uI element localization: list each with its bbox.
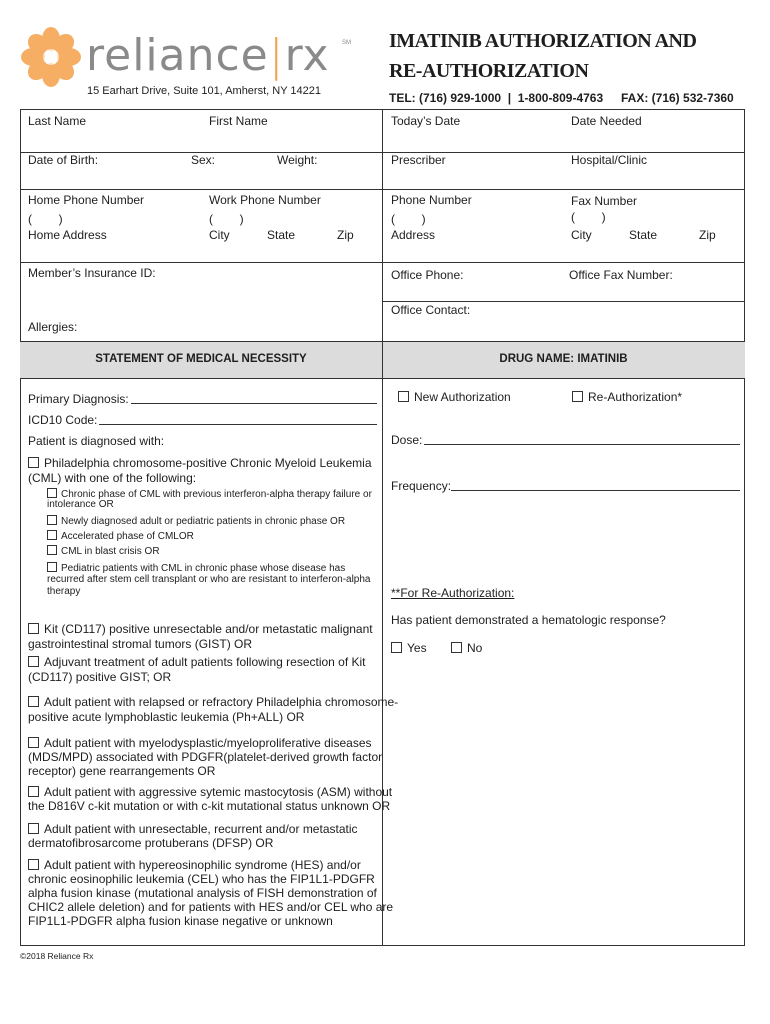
checkbox[interactable] [451, 642, 462, 653]
checkbox[interactable] [28, 696, 39, 707]
state-field[interactable]: State [267, 228, 296, 242]
new-authorization-option[interactable] [398, 390, 511, 404]
option-text: Pediatric patients with CML in chronic phase whose disease has [61, 563, 346, 574]
logo [20, 26, 365, 90]
no-option[interactable] [451, 641, 482, 655]
divider [20, 262, 382, 263]
option-text: Adult patient with myelodysplastic/myeloproliferative diseases [44, 736, 372, 750]
divider [20, 189, 382, 190]
statement-header: STATEMENT OF MEDICAL NECESSITY [95, 353, 307, 365]
sex-field[interactable]: Sex: [191, 153, 216, 167]
frequency-input[interactable] [451, 490, 740, 491]
option-hes-cel[interactable] [28, 858, 361, 872]
todays-date-field[interactable]: Today’s Date [391, 114, 461, 128]
divider [382, 189, 745, 190]
option-text: Accelerated phase of CMLOR [61, 531, 194, 542]
option-text: recurred after stem cell transplant or who are resistant to interferon-alpha [47, 574, 371, 585]
phone-numbers: TEL: (716) 929-1000 | 1-800-809-4763 [389, 91, 604, 105]
sub-option-accelerated[interactable] [47, 530, 194, 543]
prescriber-fax-area: ( ) [571, 210, 606, 224]
prescriber-city-field[interactable]: City [571, 228, 592, 242]
option-text: gastrointestinal stromal tumors (GIST) OR [28, 637, 253, 651]
option-text: (CML) with one of the following: [28, 471, 197, 485]
prescriber-phone-area: ( ) [391, 212, 426, 226]
primary-diagnosis-input[interactable] [131, 403, 377, 404]
sub-option-newly-diagnosed[interactable] [47, 515, 345, 528]
option-text: the D816V c-kit mutation or with c-kit mutational status unknown OR [28, 799, 391, 813]
insurance-id-field[interactable]: Member’s Insurance ID: [28, 266, 156, 280]
option-text: Chronic phase of CML with previous interferon-alpha therapy failure or [61, 489, 372, 500]
reauth-heading: **For Re-Authorization: [391, 586, 515, 600]
office-phone-field[interactable]: Office Phone: [391, 268, 464, 282]
weight-field[interactable]: Weight: [277, 153, 318, 167]
form-title-line1: IMATINIB AUTHORIZATION AND [389, 30, 697, 52]
checkbox[interactable] [28, 859, 39, 870]
brand-separator: | [268, 30, 285, 81]
checkbox[interactable] [47, 530, 57, 540]
option-text: No [467, 641, 483, 655]
option-text: Philadelphia chromosome-positive Chronic Myeloid Leukemia [44, 456, 372, 470]
checkbox[interactable] [47, 562, 57, 572]
option-text: Adult patient with hypereosinophilic syndrome (HES) and/or [44, 858, 361, 872]
prescriber-fax-field[interactable]: Fax Number [571, 194, 638, 208]
option-text: CML in blast crisis OR [61, 546, 160, 557]
option-mds-mpd[interactable] [28, 736, 372, 750]
option-adjuvant[interactable] [28, 655, 366, 669]
date-needed-field[interactable]: Date Needed [571, 114, 642, 128]
home-phone-field[interactable]: Home Phone Number [28, 193, 145, 207]
last-name-field[interactable]: Last Name [28, 114, 87, 128]
prescriber-state-field[interactable]: State [629, 228, 658, 242]
divider [382, 262, 745, 263]
checkbox[interactable] [28, 823, 39, 834]
checkbox[interactable] [398, 391, 409, 402]
option-text: New Authorization [414, 390, 511, 404]
brand-reliance: reliance [86, 30, 269, 81]
option-text: Adult patient with relapsed or refractory Philadelphia chromosome- [44, 695, 399, 709]
prescriber-zip-field[interactable]: Zip [699, 228, 716, 242]
home-phone-area: ( ) [28, 212, 63, 226]
checkbox[interactable] [28, 623, 39, 634]
zip-field[interactable]: Zip [337, 228, 354, 242]
option-text: alpha fusion kinase (mutational analysis of FISH demonstration of [28, 886, 377, 900]
option-cml[interactable] [28, 456, 372, 470]
city-field[interactable]: City [209, 228, 230, 242]
option-asm[interactable] [28, 785, 392, 799]
option-text: Adult patient with aggressive sytemic mastocytosis (ASM) without [44, 785, 393, 799]
brand-service-mark: SM [342, 40, 351, 46]
option-text: intolerance OR [47, 499, 114, 510]
hospital-clinic-field[interactable]: Hospital/Clinic [571, 153, 648, 167]
dose-input[interactable] [424, 444, 740, 445]
option-text: dermatofibrosarcome protuberans (DFSP) OR [28, 836, 274, 850]
prescriber-phone-field[interactable]: Phone Number [391, 193, 472, 207]
work-phone-area: ( ) [209, 212, 244, 226]
office-contact-field[interactable]: Office Contact: [391, 303, 471, 317]
option-text: Adult patient with unresectable, recurrent and/or metastatic [44, 822, 358, 836]
sub-option-blast-crisis[interactable] [47, 545, 160, 558]
checkbox[interactable] [47, 545, 57, 555]
option-text: (CD117) positive GIST; OR [28, 670, 172, 684]
option-text: CHIC2 allele deletion) and for patients with HES and/or CEL who are [28, 900, 394, 914]
re-authorization-option[interactable] [572, 390, 682, 404]
option-dfsp[interactable] [28, 822, 358, 836]
prescriber-field[interactable]: Prescriber [391, 153, 446, 167]
checkbox[interactable] [28, 656, 39, 667]
first-name-field[interactable]: First Name [209, 114, 268, 128]
option-text: Newly diagnosed adult or pediatric patients in chronic phase OR [61, 516, 346, 527]
fax-number: FAX: (716) 532-7360 [621, 91, 734, 105]
dose-label: Dose: [391, 433, 423, 447]
option-text: (MDS/MPD) associated with PDGFR(platelet-derived growth factor [28, 750, 383, 764]
checkbox[interactable] [391, 642, 402, 653]
option-text: chronic eosinophilic leukemia (CEL) who has the FIP1L1-PDGFR [28, 872, 375, 886]
checkbox[interactable] [47, 488, 57, 498]
primary-diagnosis-label: Primary Diagnosis: [28, 392, 129, 406]
company-address: 15 Earhart Drive, Suite 101, Amherst, NY 14221 [87, 85, 321, 97]
allergies-field[interactable]: Allergies: [28, 320, 78, 334]
prescriber-address-field[interactable]: Address [391, 228, 436, 242]
hematologic-response-question: Has patient demonstrated a hematologic response? [391, 613, 666, 627]
dob-field[interactable]: Date of Birth: [28, 153, 99, 167]
checkbox[interactable] [28, 737, 39, 748]
option-text: Adjuvant treatment of adult patients following resection of Kit [44, 655, 366, 669]
home-address-field[interactable]: Home Address [28, 228, 107, 242]
divider [382, 301, 745, 302]
checkbox[interactable] [28, 786, 39, 797]
checkbox[interactable] [28, 457, 39, 468]
icd10-label: ICD10 Code: [28, 413, 98, 427]
copyright: ©2018 Reliance Rx [20, 951, 94, 961]
brand-rx: rx [284, 30, 330, 81]
flower-logo-icon [20, 26, 82, 88]
checkbox[interactable] [47, 515, 57, 525]
option-text: FIP1L1-PDGFR alpha fusion kinase negative or unknown [28, 914, 333, 928]
option-text: positive acute lymphoblastic leukemia (Ph+ALL) OR [28, 710, 305, 724]
option-text: Re-Authorization* [588, 390, 683, 404]
yes-option[interactable] [391, 641, 427, 655]
option-gist[interactable] [28, 622, 373, 636]
center-divider [382, 109, 383, 946]
diagnosed-with-label: Patient is diagnosed with: [28, 434, 165, 448]
option-text: Kit (CD117) positive unresectable and/or metastatic malignant [44, 622, 373, 636]
option-ph-all[interactable] [28, 695, 398, 709]
office-fax-field[interactable]: Office Fax Number: [569, 268, 673, 282]
option-text: Yes [407, 641, 427, 655]
frequency-label: Frequency: [391, 479, 452, 493]
option-text: therapy [47, 586, 81, 597]
checkbox[interactable] [572, 391, 583, 402]
work-phone-field[interactable]: Work Phone Number [209, 193, 321, 207]
option-text: receptor) gene rearrangements OR [28, 764, 216, 778]
drug-name-header: DRUG NAME: IMATINIB [499, 353, 628, 365]
icd10-input[interactable] [99, 424, 377, 425]
form-title-line2: RE-AUTHORIZATION [389, 60, 589, 82]
